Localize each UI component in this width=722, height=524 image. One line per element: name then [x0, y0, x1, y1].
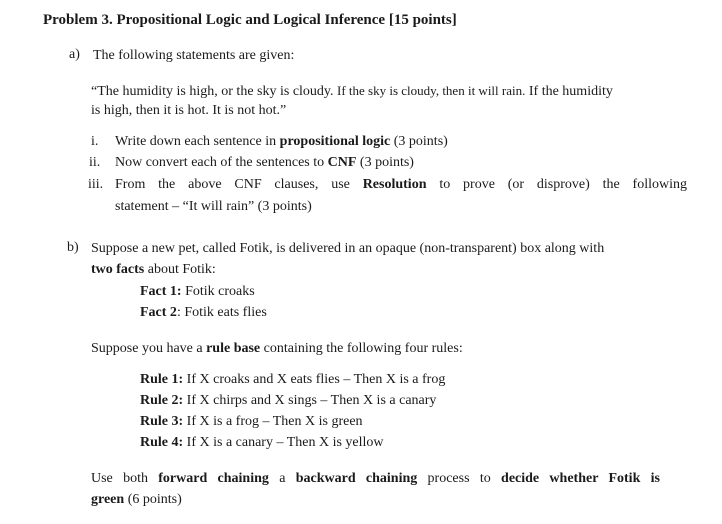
item-iii-marker: iii. — [88, 177, 104, 192]
fact-2-label: Fact 2 — [140, 305, 177, 320]
rule-base-intro: Suppose you have a rule base containing the following four rules: — [91, 341, 463, 356]
fact-2-text: : Fotik eats flies — [176, 305, 267, 320]
item-ii-text: Now convert each of the sentences to CNF (3 points) — [115, 155, 414, 170]
final-instruction-line-2: green (6 points) — [91, 492, 182, 507]
fact-1 — [140, 281, 255, 302]
rule-2-label: Rule 2: — [140, 393, 184, 408]
forward-chaining-bold: forward chaining — [158, 471, 269, 486]
part-b-intro-line-1: Suppose a new pet, called Fotik, is delivered in an opaque (non-transparent) box along with — [91, 241, 605, 256]
rule-2-text: If X chirps and X sings – Then X is a canary — [183, 393, 437, 408]
rule-3-text: If X is a frog – Then X is green — [183, 414, 363, 429]
part-b-intro-line-2: two facts about Fotik: — [91, 262, 216, 277]
rule-2 — [140, 390, 436, 411]
rule-1-label: Rule 1: — [140, 372, 184, 387]
rule-3 — [140, 411, 363, 432]
decide-green-bold: decide whether Fotik is — [501, 471, 660, 486]
item-iii-line-2: statement – “It will rain” (3 points) — [115, 199, 312, 214]
item-iii-text: From the above CNF clauses, use Resolution to prove (or disprove) the following — [115, 177, 687, 192]
item-i-marker: i. — [91, 134, 99, 149]
rule-base-bold: rule base — [206, 341, 261, 356]
item-i-text: Write down each sentence in propositional logic (3 points) — [115, 134, 448, 149]
final-instruction-line-1: Use both forward chaining a backward chaining process to decide whether Fotik is — [91, 471, 660, 486]
item-ii-marker: ii. — [89, 155, 101, 170]
problem-title: Problem 3. Propositional Logic and Logical Inference [15 points] — [43, 12, 457, 28]
part-a-intro: The following statements are given: — [93, 48, 295, 63]
item-iii-bold: Resolution — [362, 177, 427, 192]
rule-4 — [140, 432, 384, 453]
fact-2 — [140, 302, 267, 323]
fact-1-label: Fact 1: — [140, 284, 182, 299]
item-ii-bold: CNF — [327, 155, 357, 170]
backward-chaining-bold: backward chaining — [295, 471, 418, 486]
rule-1-text: If X croaks and X eats flies – Then X is a frog — [183, 372, 446, 387]
green-bold: green — [91, 492, 125, 507]
quote-sentence-2: If the sky is cloudy, then it will rain. — [337, 83, 526, 98]
part-b-marker: b) — [67, 240, 79, 255]
rule-4-text: If X is a canary – Then X is yellow — [183, 435, 384, 450]
rule-3-label: Rule 3: — [140, 414, 184, 429]
quote-sentence-1: “The humidity is high, or the sky is cloudy. — [91, 84, 334, 99]
fact-1-text: Fotik croaks — [181, 284, 255, 299]
part-a-marker: a) — [69, 47, 80, 62]
quote-line-2: is high, then it is hot. It is not hot.” — [91, 103, 287, 118]
item-i-bold: propositional logic — [279, 134, 391, 149]
rule-4-label: Rule 4: — [140, 435, 184, 450]
two-facts-bold: two facts — [91, 262, 145, 277]
rule-1 — [140, 369, 445, 390]
quote-line-1 — [91, 80, 613, 102]
quote-sentence-3-start: If the humidity — [528, 84, 613, 99]
